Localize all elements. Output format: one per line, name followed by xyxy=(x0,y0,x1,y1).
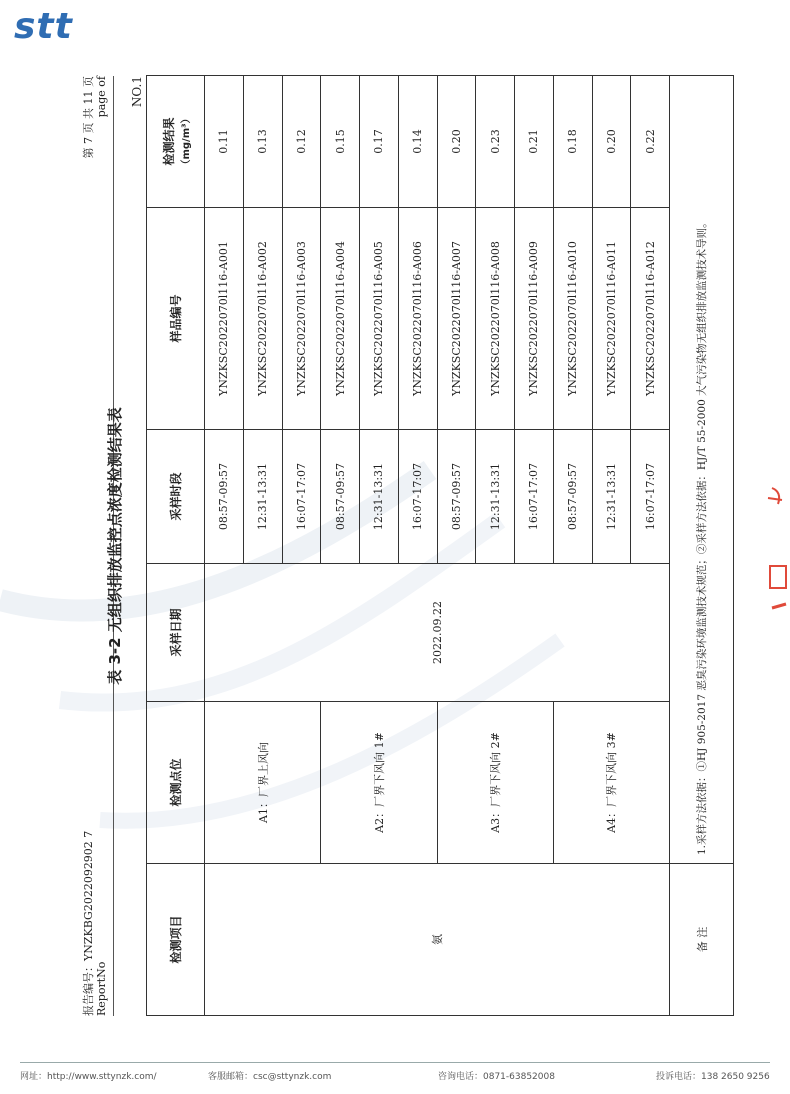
cell-period: 12:31-13:31 xyxy=(360,430,399,564)
cell-period: 08:57-09:57 xyxy=(321,430,360,564)
cell-result: 0.11 xyxy=(205,76,244,208)
cell-result: 0.23 xyxy=(476,76,515,208)
cell-result: 0.18 xyxy=(553,76,592,208)
cell-sample: YNZKSC2022070l116-A004 xyxy=(321,208,360,430)
cell-period: 08:57-09:57 xyxy=(553,430,592,564)
cell-sample: YNZKSC2022070l116-A006 xyxy=(398,208,437,430)
cell-sample: YNZKSC2022070l116-A005 xyxy=(360,208,399,430)
cell-point-a2: A2：厂界下风向 1# xyxy=(321,702,437,864)
cell-date: 2022.09.22 xyxy=(205,564,670,702)
cell-period: 08:57-09:57 xyxy=(205,430,244,564)
header-sample: 样品编号 xyxy=(147,208,205,430)
report-no-label: 报告编号： xyxy=(82,961,95,1016)
cell-sample: YNZKSC2022070l116-A002 xyxy=(243,208,282,430)
header-result: 检测结果 （mg/m³） xyxy=(147,76,205,208)
cell-result: 0.20 xyxy=(592,76,631,208)
cell-period: 16:07-17:07 xyxy=(282,430,321,564)
header-point: 检测点位 xyxy=(147,702,205,864)
rotated-report-page xyxy=(82,76,782,1016)
cell-result: 0.15 xyxy=(321,76,360,208)
cell-sample: YNZKSC2022070l116-A001 xyxy=(205,208,244,430)
footer-rule xyxy=(20,1062,770,1063)
cell-item: 氨 xyxy=(205,864,670,1016)
cell-period: 16:07-17:07 xyxy=(631,430,670,564)
table-title: 表 3-2 无组织排放监控点浓度检测结果表 xyxy=(106,407,124,685)
cell-sample: YNZKSC2022070l116-A007 xyxy=(437,208,476,430)
cell-period: 16:07-17:07 xyxy=(398,430,437,564)
cell-period: 16:07-17:07 xyxy=(515,430,554,564)
cell-result: 0.20 xyxy=(437,76,476,208)
page-cn: 第 7 页 共 11 页 xyxy=(82,76,95,159)
page-en: page of xyxy=(95,76,108,118)
header-item: 检测项目 xyxy=(147,864,205,1016)
cell-sample: YNZKSC2022070l116-A008 xyxy=(476,208,515,430)
cell-sample: YNZKSC2022070l116-A003 xyxy=(282,208,321,430)
footer-website[interactable]: 网址：http://www.sttynzk.com/ xyxy=(20,1072,157,1082)
footer-email[interactable]: 客服邮箱：csc@sttynzk.com xyxy=(208,1072,332,1082)
note-label: 备 注 xyxy=(670,864,734,1016)
table-header-row xyxy=(147,76,205,1016)
cell-result: 0.13 xyxy=(243,76,282,208)
note-text: 1.采样方法依据：①HJ 905-2017 恶臭污染环境监测技术规范；②采样方法依据：HJ/T 55-2000 大气污染物无组织排放监测技术导则。 xyxy=(670,76,734,864)
cell-sample: YNZKSC2022070l116-A011 xyxy=(592,208,631,430)
cell-sample: YNZKSC2022070l116-A012 xyxy=(631,208,670,430)
red-seal-stamp xyxy=(764,478,790,628)
table-number: NO.1 xyxy=(130,76,144,108)
company-logo: stt xyxy=(14,6,73,47)
results-table xyxy=(146,75,734,1016)
header-period: 采样时段 xyxy=(147,430,205,564)
cell-point-a3: A3：厂界下风向 2# xyxy=(437,702,553,864)
cell-period: 08:57-09:57 xyxy=(437,430,476,564)
report-no: YNZKBG2022092902 7 xyxy=(82,830,95,961)
cell-result: 0.21 xyxy=(515,76,554,208)
cell-period: 12:31-13:31 xyxy=(243,430,282,564)
cell-point-a4: A4：厂界下风向 3# xyxy=(553,702,669,864)
footer-inquiry-phone: 咨询电话：0871-63852008 xyxy=(438,1072,555,1082)
cell-sample: YNZKSC2022070l116-A009 xyxy=(515,208,554,430)
cell-result: 0.17 xyxy=(360,76,399,208)
table-row xyxy=(205,76,244,1016)
cell-result: 0.12 xyxy=(282,76,321,208)
cell-sample: YNZKSC2022070l116-A010 xyxy=(553,208,592,430)
report-no-en: ReportNo xyxy=(95,961,108,1016)
header-date: 采样日期 xyxy=(147,564,205,702)
cell-result: 0.22 xyxy=(631,76,670,208)
cell-period: 12:31-13:31 xyxy=(592,430,631,564)
cell-period: 12:31-13:31 xyxy=(476,430,515,564)
footer-complaint-phone: 投诉电话：138 2650 9256 xyxy=(656,1072,770,1082)
note-row xyxy=(670,76,734,1016)
cell-result: 0.14 xyxy=(398,76,437,208)
cell-point-a1: A1：厂界上风向 xyxy=(205,702,321,864)
